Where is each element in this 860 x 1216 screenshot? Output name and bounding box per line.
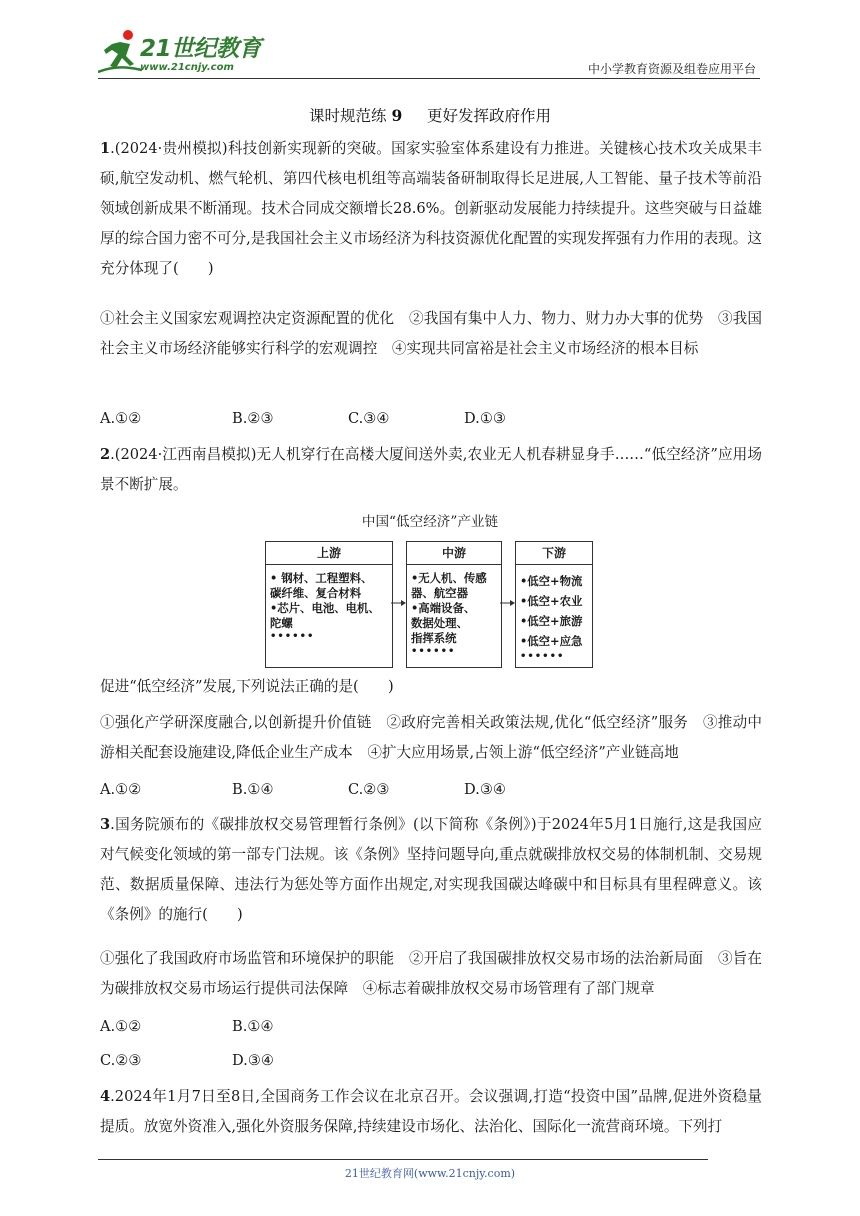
downstream-item: •低空+旅游 bbox=[520, 614, 583, 628]
midstream-item: 指挥系统 bbox=[411, 631, 457, 645]
midstream-head: 中游 bbox=[407, 542, 501, 565]
question-1-options bbox=[100, 404, 762, 434]
downstream-item: •低空+物流 bbox=[520, 574, 583, 588]
question-number: 4 bbox=[100, 1088, 111, 1105]
downstream-item: •低空+农业 bbox=[520, 594, 583, 608]
option-d[interactable]: D.③④ bbox=[232, 1052, 274, 1069]
question-number: 3 bbox=[100, 816, 111, 833]
question-1 bbox=[100, 134, 762, 284]
upstream-item: •芯片、电池、电机、 bbox=[270, 601, 380, 615]
question-3-options-row-2 bbox=[100, 1046, 762, 1076]
upstream-item: • 钢材、工程塑料、 bbox=[270, 571, 373, 585]
option-c[interactable]: C.③④ bbox=[348, 410, 390, 427]
arrow-right-icon bbox=[500, 598, 516, 608]
platform-name: 中小学教育资源及组卷应用平台 bbox=[587, 62, 756, 76]
option-b[interactable]: B.②③ bbox=[232, 410, 274, 427]
question-2 bbox=[100, 440, 762, 500]
upstream-box bbox=[265, 541, 393, 668]
option-b[interactable]: B.①④ bbox=[232, 781, 274, 798]
upstream-item: 碳纤维、复合材料 bbox=[270, 586, 362, 600]
midstream-item: •高端设备、 bbox=[411, 601, 476, 615]
option-a[interactable]: A.①② bbox=[100, 410, 142, 427]
option-b[interactable]: B.①④ bbox=[232, 1018, 274, 1035]
downstream-item: •低空+应急 bbox=[520, 634, 583, 648]
logo-url: www.21cnjy.com bbox=[140, 62, 234, 73]
footer-link[interactable]: 21世纪教育网(www.21cnjy.com) bbox=[344, 1167, 516, 1180]
option-d[interactable]: D.③④ bbox=[464, 781, 506, 798]
question-text: .2024年1月7日至8日,全国商务工作会议在北京召开。会议强调,打造“投资中国”品牌,促进外资稳量提质。放宽外资准入,强化外资服务保障,持续建设市场化、法治化、国际化一流营商环境。下列打 bbox=[100, 1088, 762, 1135]
question-2-prompt: 促进“低空经济”发展,下列说法正确的是( ) bbox=[100, 678, 394, 695]
logo-text: 21世纪教育 bbox=[140, 36, 262, 62]
midstream-more: •••••• bbox=[411, 646, 456, 657]
question-3 bbox=[100, 810, 762, 930]
question-2-options bbox=[100, 775, 762, 805]
question-3-statements: ①强化了我国政府市场监管和环境保护的职能 ②开启了我国碳排放权交易市场的法治新局面 ③旨在为碳排放权交易市场运行提供司法保障 ④标志着碳排放权交易市场管理有了部门规章 bbox=[100, 950, 762, 997]
footer-divider bbox=[98, 1159, 708, 1160]
question-4 bbox=[100, 1082, 762, 1142]
midstream-item: 数据处理、 bbox=[411, 616, 468, 630]
downstream-box bbox=[515, 541, 593, 668]
option-a[interactable]: A.①② bbox=[100, 781, 142, 798]
chart-title: 中国“低空经济”产业链 bbox=[361, 514, 499, 530]
option-d[interactable]: D.①③ bbox=[464, 410, 506, 427]
arrow-right-icon bbox=[391, 598, 407, 608]
downstream-more: •••••• bbox=[520, 651, 565, 662]
upstream-more: •••••• bbox=[270, 631, 315, 642]
option-c[interactable]: C.②③ bbox=[100, 1052, 142, 1069]
title-name: 更好发挥政府作用 bbox=[426, 107, 551, 125]
question-text: .国务院颁布的《碳排放权交易管理暂行条例》(以下简称《条例》)于2024年5月1日施行,这是我国应对气候变化领域的第一部专门法规。该《条例》坚持问题导向,重点就碳排放权交易的体制机制、交易规范、数据质量保障、违法行为惩处等方面作出规定,对实现我国碳达峰碳中和目标具有里程碑意义。该《条例》的施行( ) bbox=[100, 816, 762, 923]
header-divider bbox=[98, 78, 760, 79]
option-a[interactable]: A.①② bbox=[100, 1018, 142, 1035]
question-text: .(2024·贵州模拟)科技创新实现新的突破。国家实验室体系建设有力推进。关键核心技术攻关成果丰硕,航空发动机、燃气轮机、第四代核电机组等高端装备研制取得长足进展,人工智能、量子技术等前沿领域创新成果不断涌现。技术合同成交额增长28.6%。创新驱动发展能力持续提升。这些突破与日益雄厚的综合国力密不可分,是我国社会主义市场经济为科技资源优化配置的实现发挥强有力作用的表现。这充分体现了( ) bbox=[100, 140, 762, 277]
title-number: 9 bbox=[391, 106, 403, 125]
question-number: 2 bbox=[100, 446, 111, 463]
question-2-statements: ①强化产学研深度融合,以创新提升价值链 ②政府完善相关政策法规,优化“低空经济”服务 ③推动中游相关配套设施建设,降低企业生产成本 ④扩大应用场景,占领上游“低空经济”产业链高地 bbox=[100, 714, 762, 761]
running-figure-icon bbox=[98, 28, 142, 76]
page-title bbox=[0, 104, 860, 126]
title-prefix: 课时规范练 bbox=[309, 107, 387, 125]
question-number: 1 bbox=[100, 140, 111, 157]
midstream-item: 器、航空器 bbox=[411, 586, 468, 600]
upstream-item: 陀螺 bbox=[270, 616, 293, 630]
upstream-head: 上游 bbox=[266, 542, 392, 565]
question-1-statements: ①社会主义国家宏观调控决定资源配置的优化 ②我国有集中人力、物力、财力办大事的优势 ③我国社会主义市场经济能够实行科学的宏观调控 ④实现共同富裕是社会主义市场经济的根本目标 bbox=[100, 310, 762, 357]
option-c[interactable]: C.②③ bbox=[348, 781, 390, 798]
question-3-options-row-1 bbox=[100, 1012, 762, 1042]
downstream-head: 下游 bbox=[516, 542, 592, 565]
midstream-box bbox=[406, 541, 502, 668]
site-logo[interactable] bbox=[98, 28, 268, 78]
midstream-item: •无人机、传感 bbox=[411, 571, 487, 585]
question-text: .(2024·江西南昌模拟)无人机穿行在高楼大厦间送外卖,农业无人机春耕显身手……“低空经济”应用场景不断扩展。 bbox=[100, 446, 762, 493]
